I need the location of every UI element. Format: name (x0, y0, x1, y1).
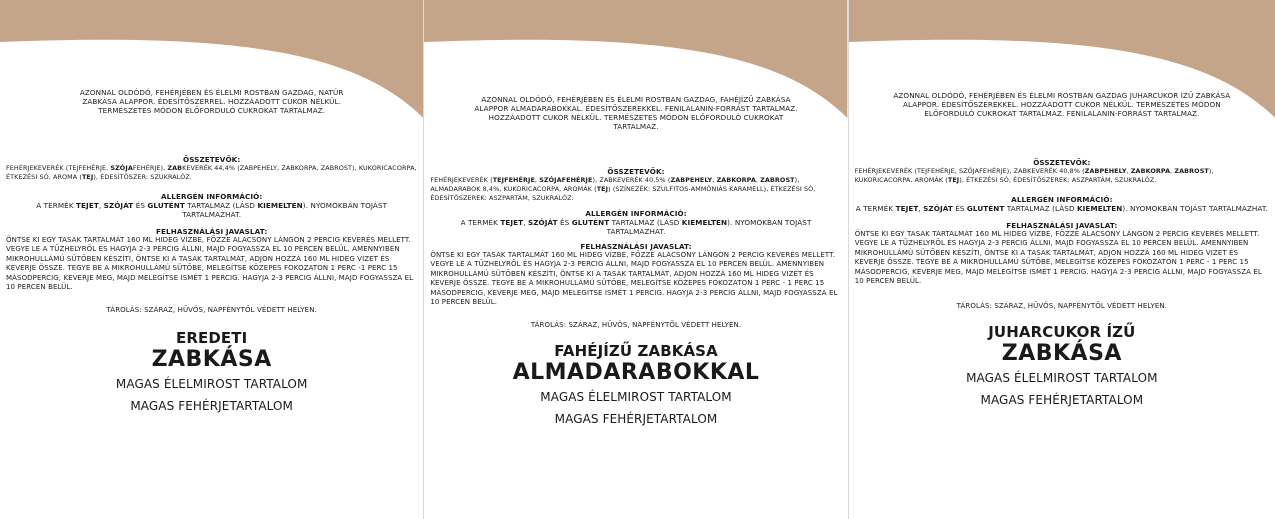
product-name-line1: EREDETI (176, 329, 248, 348)
product-description: AZONNAL OLDÓDÓ, FEHÉRJÉBEN ÉS ÉLELMI ROSTBAN GAZDAG, FAHÉJÍZŰ ZABKÁSA ALAPPOR ALMADARABOKKAL. ÉDESÍTŐSZEREKKEL. FENILALANIN-FORRÁST TARTALMAZ. HOZZÁADOTT CUKOR NÉLKÜL. TERMÉSZETES MÓDON ELŐFORDULÓ CUKROKAT TARTALMAZ. (474, 95, 798, 131)
label-original (0, 0, 423, 519)
directions-title: FELHASZNÁLÁSI JAVASLAT: (580, 242, 692, 251)
storage-text: TÁROLÁS: SZÁRAZ, HŰVÖS, NAPFÉNYTŐL VÉDETT HELYEN. (530, 321, 742, 330)
product-name-line1: FAHÉJÍZŰ ZABKÁSA (554, 342, 718, 361)
label-body (849, 91, 1275, 411)
directions-title: FELHASZNÁLÁSI JAVASLAT: (1006, 221, 1118, 230)
allergen-title: ALLERGÉN INFORMÁCIÓ: (585, 209, 687, 218)
ingredients-text: FEHÉRJEKEVERÉK (TEJFEHÉRJE, SZÓJAFEHÉRJE), ZABKEVERÉK 40,5% (ZABPEHELY, ZABKORPA, ZABROST), ALMADARABOK 8,4%, KUKORICACORPA, AROMÁK (TEJ) (SZÍNEZÉK: SZULFITOS-AMMÓNIÁS KARAMELL), ÉTKEZÉSI SÓ, ÉDESÍTŐSZEREK: ASZPARTÁM, SZUKRALÓZ. (430, 176, 816, 202)
ingredients-title: ÖSSZETEVŐK: (183, 155, 241, 164)
allergen-title: ALLERGÉN INFORMÁCIÓ: (160, 192, 263, 201)
allergen-text: A TERMÉK TEJET, SZÓJÁT ÉS GLUTÉNT TARTALMAZ (LÁSD KIEMELTEN). NYOMOKBAN TOJÁST TARTALMAZHAT. (460, 218, 812, 236)
ingredients-text: FEHÉRJEKEVERÉK (TEJFEHÉRJE, SZÓJAFEHÉRJE), ZABKEVERÉK 40,8% (ZABPEHELY, ZABKORPA, ZABROST), KUKORICACORPA, AROMÁK (TEJ), ÉTKEZÉSI SÓ, ÉDESÍTŐSZEREK: ASZPARTÁM, SZUKRALÓZ. (854, 167, 1214, 184)
claim-fiber: MAGAS ÉLELMIROST TARTALOM (115, 377, 308, 392)
claim-protein: MAGAS FEHÉRJETARTALOM (130, 399, 294, 414)
ingredients-text: FEHÉRJEKEVERÉK (TEJFEHÉRJE, SZÓJAFEHÉRJE), ZABKEVERÉK 44,4% (ZABPEHELY, ZABKORPA, ZABROST), KUKORICACORPA, ÉTKEZÉSI SÓ, AROMA (TEJ), ÉDESÍTŐSZER: SZUKRALÓZ. (6, 164, 417, 181)
ingredients-title: ÖSSZETEVŐK: (1033, 158, 1091, 167)
claim-protein: MAGAS FEHÉRJETARTALOM (554, 412, 718, 427)
directions-text: ÖNTSE KI EGY TASAK TARTALMÁT 160 ML HIDEG VÍZBE, FŐZZE ALACSONY LÁNGON 2 PERCIG KEVERÉS MELLETT. VEGYE LE A TŰZHELYRŐL ÉS HAGYJA 2-3 PERCIG ÁLLNI, MAJD FOGYASSZA EL 10 PERCEN BELÜL. AMENNYIBEN MIKROHULLÁMÚ SÜTŐBEN KÉSZÍTI, ÖNTSE KI A TASAK TARTALMÁT, ADJON HOZZÁ 160 ML HIDEG VIZET ÉS KEVERJE ÖSSZE. TEGYE BE A MIKROHULLÁMÚ SÜTŐBE, MELEGÍTSE KÖZEPES FOKOZATON 1 PERC -1 PERC 15 MÁSODPERCIG, KEVERJE MEG, MAJD MELEGÍTSE ISMÉT 1 PERCIG. HAGYJA 2-3 PERCIG ÁLLNI, MAJD FOGYASSZA EL 10 PERCEN BELÜL. (6, 236, 414, 292)
label-body (424, 95, 847, 430)
claim-protein: MAGAS FEHÉRJETARTALOM (980, 393, 1144, 408)
allergen-title: ALLERGÉN INFORMÁCIÓ: (1011, 195, 1113, 204)
allergen-text: A TERMÉK TEJET, SZÓJÁT ÉS GLUTÉNT TARTALMAZ (LÁSD KIEMELTEN). NYOMOKBAN TOJÁST TARTALMAZHAT. (855, 204, 1268, 213)
storage-text: TÁROLÁS: SZÁRAZ, HŰVÖS, NAPFÉNYTŐL VÉDETT HELYEN. (106, 306, 317, 315)
allergen-text: A TERMÉK TEJET, SZÓJÁT ÉS GLUTÉNT TARTALMAZ (LÁSD KIEMELTEN). NYOMOKBAN TOJÁST TARTALMAZHAT. (36, 201, 388, 219)
ingredients-title: ÖSSZETEVŐK: (607, 167, 665, 176)
claim-fiber: MAGAS ÉLELMIROST TARTALOM (540, 390, 732, 405)
label-maple (849, 0, 1275, 519)
product-description: AZONNAL OLDÓDÓ, FEHÉRJÉBEN ÉS ÉLELMI ROSTBAN GAZDAG JUHARCUKOR ÍZŰ ZABKÁSA ALAPPOR. ÉDESÍTŐSZEREKKEL. HOZZÁADOTT CUKOR NÉLKÜL. TERMÉSZETES MÓDON ELŐFORDULÓ CUKROKAT TARTALMAZ. FENILALANIN-FORRÁST TARTALMAZ. (893, 91, 1231, 118)
product-name-line2: ZABKÁSA (151, 347, 272, 373)
claim-fiber: MAGAS ÉLELMIROST TARTALOM (966, 371, 1158, 386)
storage-text: TÁROLÁS: SZÁRAZ, HŰVÖS, NAPFÉNYTŐL VÉDETT HELYEN. (956, 302, 1168, 311)
label-body (0, 88, 423, 417)
directions-text: ÖNTSE KI EGY TASAK TARTALMÁT 160 ML HIDEG VÍZBE, FŐZZE ALACSONY LÁNGON 2 PERCIG KEVERÉS MELLETT. VEGYE LE A TŰZHELYRŐL ÉS HAGYJA 2-3 PERCIG ÁLLNI, MAJD FOGYASSZA EL 10 PERCEN BELÜL. AMENNYIBEN MIKROHULLÁMÚ SÜTŐBEN KÉSZÍTI, ÖNTSE KI A TASAK TARTALMÁT, ADJON HOZZÁ 160 ML HIDEG VIZET ÉS KEVERJE ÖSSZE. TEGYE BE A MIKROHULLÁMÚ SÜTŐBE, MELEGÍTSE KÖZEPES FOKOZATON 1 PERC - 1 PERC 15 MÁSODPERCIG, KEVERJE MEG, MAJD MELEGÍTSE ISMÉT 1 PERCIG. HAGYJA 2-3 PERCIG ÁLLNI, MAJD FOGYASSZA EL 10 PERCEN BELÜL. (430, 251, 838, 307)
product-name-line2: ALMADARABOKKAL (512, 360, 760, 386)
label-cinnamon (424, 0, 847, 519)
product-name-line1: JUHARCUKOR ÍZŰ (988, 323, 1136, 342)
directions-title: FELHASZNÁLÁSI JAVASLAT: (156, 227, 268, 236)
product-description: AZONNAL OLDÓDÓ, FEHÉRJÉBEN ÉS ÉLELMI ROSTBAN GAZDAG, NATÚR ZABKÁSA ALAPPOR. ÉDESÍTŐSZERREL. HOZZÁADOTT CUKOR NÉLKÜL. TERMÉSZETES MÓDON ELŐFORDULÓ CUKROKAT TARTALMAZ. (79, 88, 344, 115)
product-name-line2: ZABKÁSA (1001, 341, 1122, 367)
directions-text: ÖNTSE KI EGY TASAK TARTALMÁT 160 ML HIDEG VÍZBE, FŐZZE ALACSONY LÁNGON 2 PERCIG KEVERÉS MELLETT. VEGYE LE A TŰZHELYRŐL ÉS HAGYJA 2-3 PERCIG ÁLLNI, MAJD FOGYASSZA EL 10 PERCEN BELÜL. AMENNYIBEN MIKROHULLÁMÚ SÜTŐBEN KÉSZÍTI, ÖNTSE KI A TASAK TARTALMÁT, ADJON HOZZÁ 160 ML HIDEG VIZET ÉS KEVERJE ÖSSZE. TEGYE BE A MIKROHULLÁMÚ SÜTŐBE, MELEGÍTSE KÖZEPES FOKOZATON 1 PERC - 1 PERC 15 MÁSODPERCIG, KEVERJE MEG, MAJD MELEGÍTSE ISMÉT 1 PERCIG. HAGYJA 2-3 PERCIG ÁLLNI, MAJD FOGYASSZA EL 10 PERCEN BELÜL. (854, 230, 1262, 286)
